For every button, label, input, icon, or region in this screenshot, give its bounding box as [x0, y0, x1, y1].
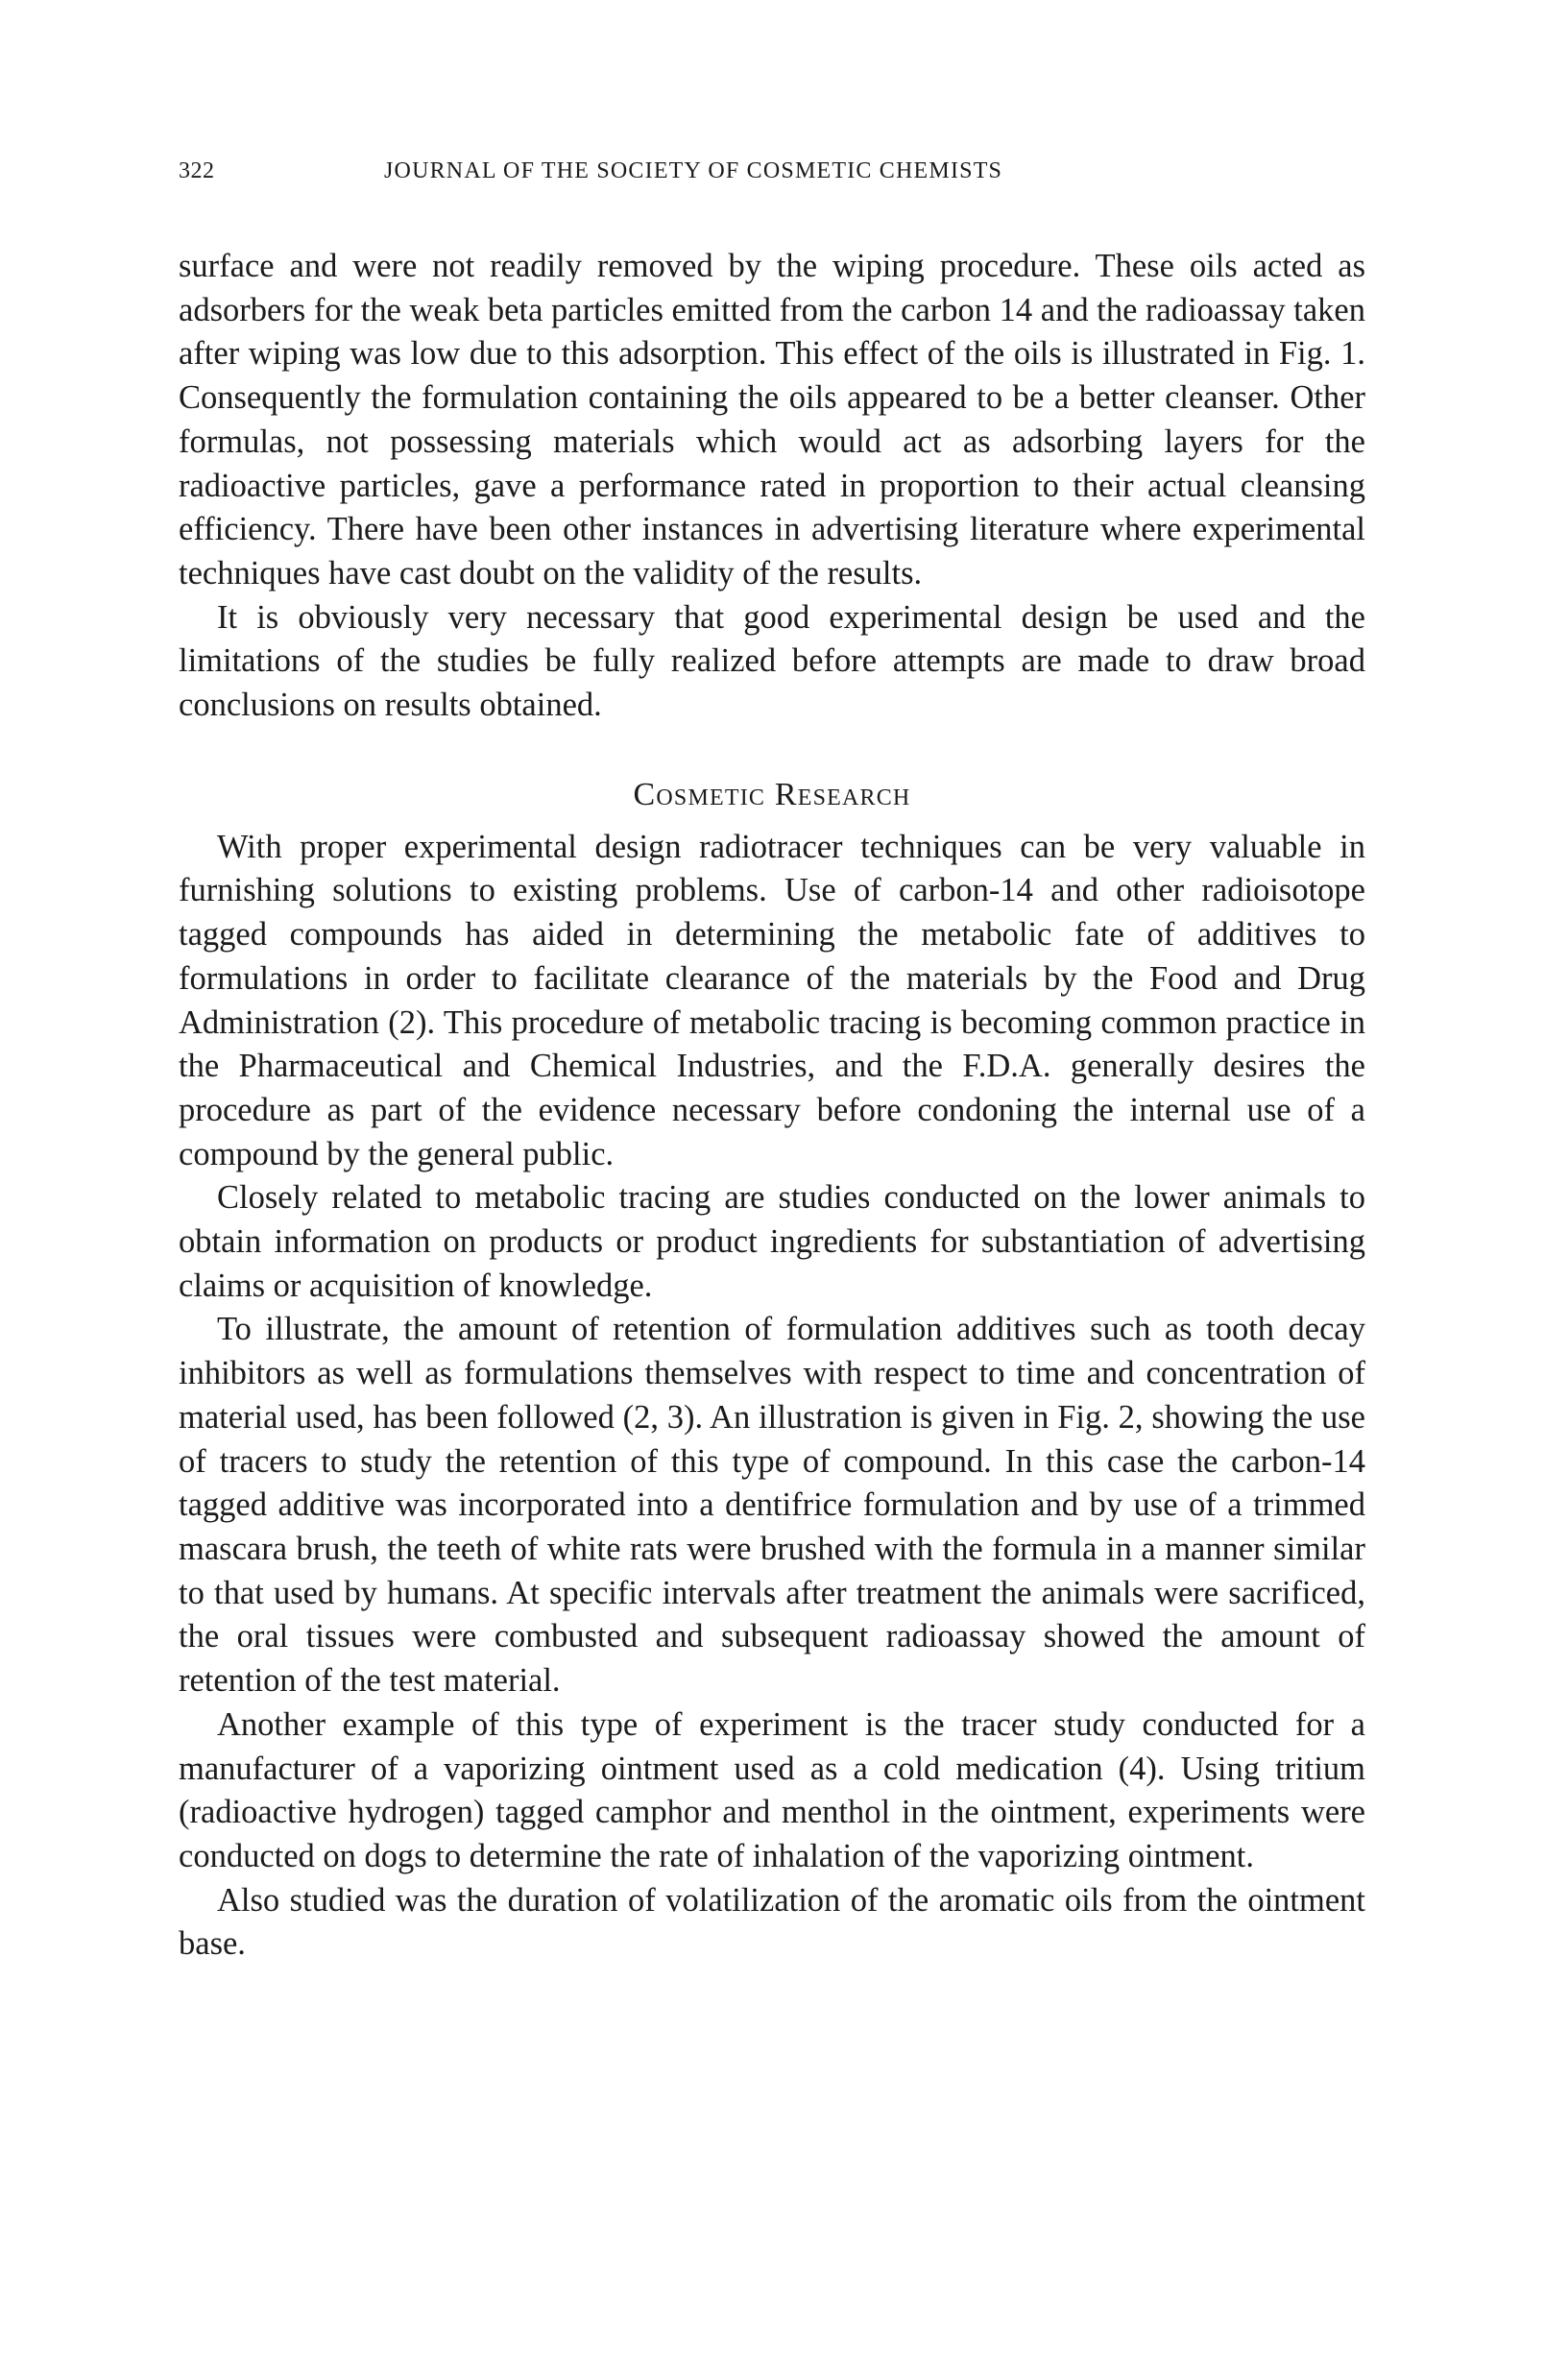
paragraph-volatilization: Also studied was the duration of volatilization of the aromatic oils from the ointment base.	[179, 1881, 1365, 1963]
paragraph-design-limitations: It is obviously very necessary that good experimental design be used and the limitations of the studies be fully realized before attempts are made to draw broad conclusions on results obtained.	[179, 598, 1365, 724]
section-heading-cosmetic-research: Cosmetic Research	[633, 776, 911, 812]
page-number: 322	[179, 158, 215, 183]
paragraph-continuation: surface and were not readily removed by the wiping procedure. These oils acted as adsorbers for the weak beta particles emitted from the carbon 14 and the radioassay taken after wiping was low due to this adsorption. This effect of the oils is illustrated in Fig. 1. Consequently the formulation containing the oils appeared to be a better cleanser. Other formulas, not possessing materials which would act as adsorbing layers for the radioactive particles, gave a performance rated in proportion to their actual cleansing efficiency. There have been other instances in advertising literature where experimental techniques have cast doubt on the validity of the results.	[179, 248, 1365, 592]
paragraph-lower-animals: Closely related to metabolic tracing are studies conducted on the lower animals to obtain information on products or product ingredients for substantiation of advertising claims or acquisition of knowledge.	[179, 1179, 1365, 1304]
running-head	[179, 158, 1365, 197]
paragraph-retention-illustration: To illustrate, the amount of retention of formulation additives such as tooth decay inhibitors as well as formulations themselves with respect to time and concentration of material used, has been followed (2, 3). An illustration is given in Fig. 2, showing the use of tracers to study the retention of this type of compound. In this case the carbon-14 tagged additive was incorporated into a dentifrice formulation and by use of a trimmed mascara brush, the teeth of white rats were brushed with the formula in a manner similar to that used by humans. At specific intervals after treatment the animals were sacrificed, the oral tissues were combusted and subsequent radioassay showed the amount of retention of the test material.	[179, 1311, 1365, 1700]
body-text	[179, 245, 1365, 1967]
paragraph-vaporizing-ointment: Another example of this type of experiment is the tracer study conducted for a manufacturer of a vaporizing ointment used as a cold medication (4). Using tritium (radioactive hydrogen) tagged camphor and menthol in the ointment, experiments were conducted on dogs to determine the rate of inhalation of the vaporizing ointment.	[179, 1705, 1365, 1874]
journal-page	[179, 158, 1365, 1967]
journal-title: JOURNAL OF THE SOCIETY OF COSMETIC CHEMISTS	[384, 158, 1003, 183]
paragraph-radiotracer-techniques: With proper experimental design radiotracer techniques can be very valuable in furnishing solutions to existing problems. Use of carbon-14 and other radioisotope tagged compounds has aided in determining the metabolic fate of additives to formulations in order to facilitate clearance of the materials by the Food and Drug Administration (2). This procedure of metabolic tracing is becoming common practice in the Pharmaceutical and Chemical Industries, and the F.D.A. generally desires the procedure as part of the evidence necessary before condoning the internal use of a compound by the general public.	[179, 828, 1365, 1172]
